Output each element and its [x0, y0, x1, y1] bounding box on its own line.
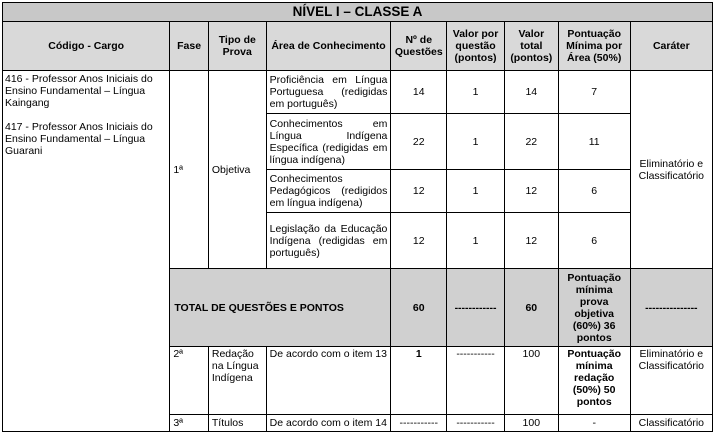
- minima-cell: 11: [558, 114, 630, 170]
- valor-total-cell: 100: [504, 415, 558, 432]
- header-row: [3, 22, 713, 71]
- cargo-417: 417 - Professor Anos Iniciais do Ensino Fundamental – Língua Guarani: [5, 121, 153, 157]
- minima-cell: Pontuação mínima redação (50%) 50 pontos: [558, 347, 630, 415]
- questoes-cell: 22: [391, 114, 447, 170]
- questoes-cell: 14: [391, 71, 447, 114]
- tipo-redacao: Redação na Língua Indígena: [208, 347, 266, 415]
- fase-1: 1ª: [170, 71, 209, 269]
- area-cell: Conhecimentos Pedagógicos (redigidos em língua indígena): [266, 170, 391, 213]
- total-valor-total: 60: [504, 269, 558, 347]
- carater-fase-3: Classificatório: [630, 415, 712, 432]
- questoes-cell: 1: [391, 347, 447, 415]
- header-n-questoes: Nº de Questões: [391, 22, 447, 71]
- cargo-416: 416 - Professor Anos Iniciais do Ensino Fundamental – Língua Kaingang: [5, 73, 153, 109]
- header-carater: Caráter: [630, 22, 712, 71]
- minima-cell: 6: [558, 213, 630, 269]
- area-cell: Conhecimentos em Língua Indígena Específica (redigidas em língua indígena): [266, 114, 391, 170]
- questoes-cell: -----------: [391, 415, 447, 432]
- table-row: [3, 71, 713, 114]
- area-cell: Proficiência em Língua Portuguesa (redigidas em português): [266, 71, 391, 114]
- minima-cell: 6: [558, 170, 630, 213]
- questoes-cell: 12: [391, 213, 447, 269]
- total-minima: Pontuação mínima prova objetiva (60%) 36 pontos: [558, 269, 630, 347]
- cargo-cell: [3, 71, 170, 432]
- valor-total-cell: 12: [504, 213, 558, 269]
- header-valor-questao: Valor por questão (pontos): [447, 22, 505, 71]
- carater-fase-1: Eliminatório e Classificatório: [630, 71, 712, 269]
- fase-2: 2ª: [170, 347, 209, 415]
- minima-cell: -: [558, 415, 630, 432]
- valor-questao-cell: 1: [447, 213, 505, 269]
- questoes-cell: 12: [391, 170, 447, 213]
- fase-3: 3ª: [170, 415, 209, 432]
- valor-questao-cell: 1: [447, 170, 505, 213]
- valor-total-cell: 100: [504, 347, 558, 415]
- area-cell: De acordo com o item 13: [266, 347, 391, 415]
- total-valor-questao: ------------: [447, 269, 505, 347]
- total-questoes: 60: [391, 269, 447, 347]
- valor-total-cell: 22: [504, 114, 558, 170]
- total-label: TOTAL DE QUESTÕES E PONTOS: [170, 269, 391, 347]
- header-pontuacao-minima: Pontuação Mínima por Área (50%): [558, 22, 630, 71]
- carater-fase-2: Eliminatório e Classificatório: [630, 347, 712, 415]
- valor-total-cell: 12: [504, 170, 558, 213]
- minima-cell: 7: [558, 71, 630, 114]
- exam-table: [2, 2, 713, 432]
- header-area: Área de Conhecimento: [266, 22, 391, 71]
- valor-questao-cell: 1: [447, 114, 505, 170]
- tipo-objetiva: Objetiva: [208, 71, 266, 269]
- valor-questao-cell: -----------: [447, 415, 505, 432]
- area-cell: Legislação da Educação Indígena (redigidas em português): [266, 213, 391, 269]
- valor-questao-cell: -----------: [447, 347, 505, 415]
- valor-total-cell: 14: [504, 71, 558, 114]
- header-valor-total: Valor total (pontos): [504, 22, 558, 71]
- header-fase: Fase: [170, 22, 209, 71]
- tipo-titulos: Títulos: [208, 415, 266, 432]
- header-codigo: Código - Cargo: [3, 22, 170, 71]
- header-tipo: Tipo de Prova: [208, 22, 266, 71]
- total-carater: ---------------: [630, 269, 712, 347]
- area-cell: De acordo com o item 14: [266, 415, 391, 432]
- table-title: NÍVEL I – CLASSE A: [3, 3, 713, 22]
- valor-questao-cell: 1: [447, 71, 505, 114]
